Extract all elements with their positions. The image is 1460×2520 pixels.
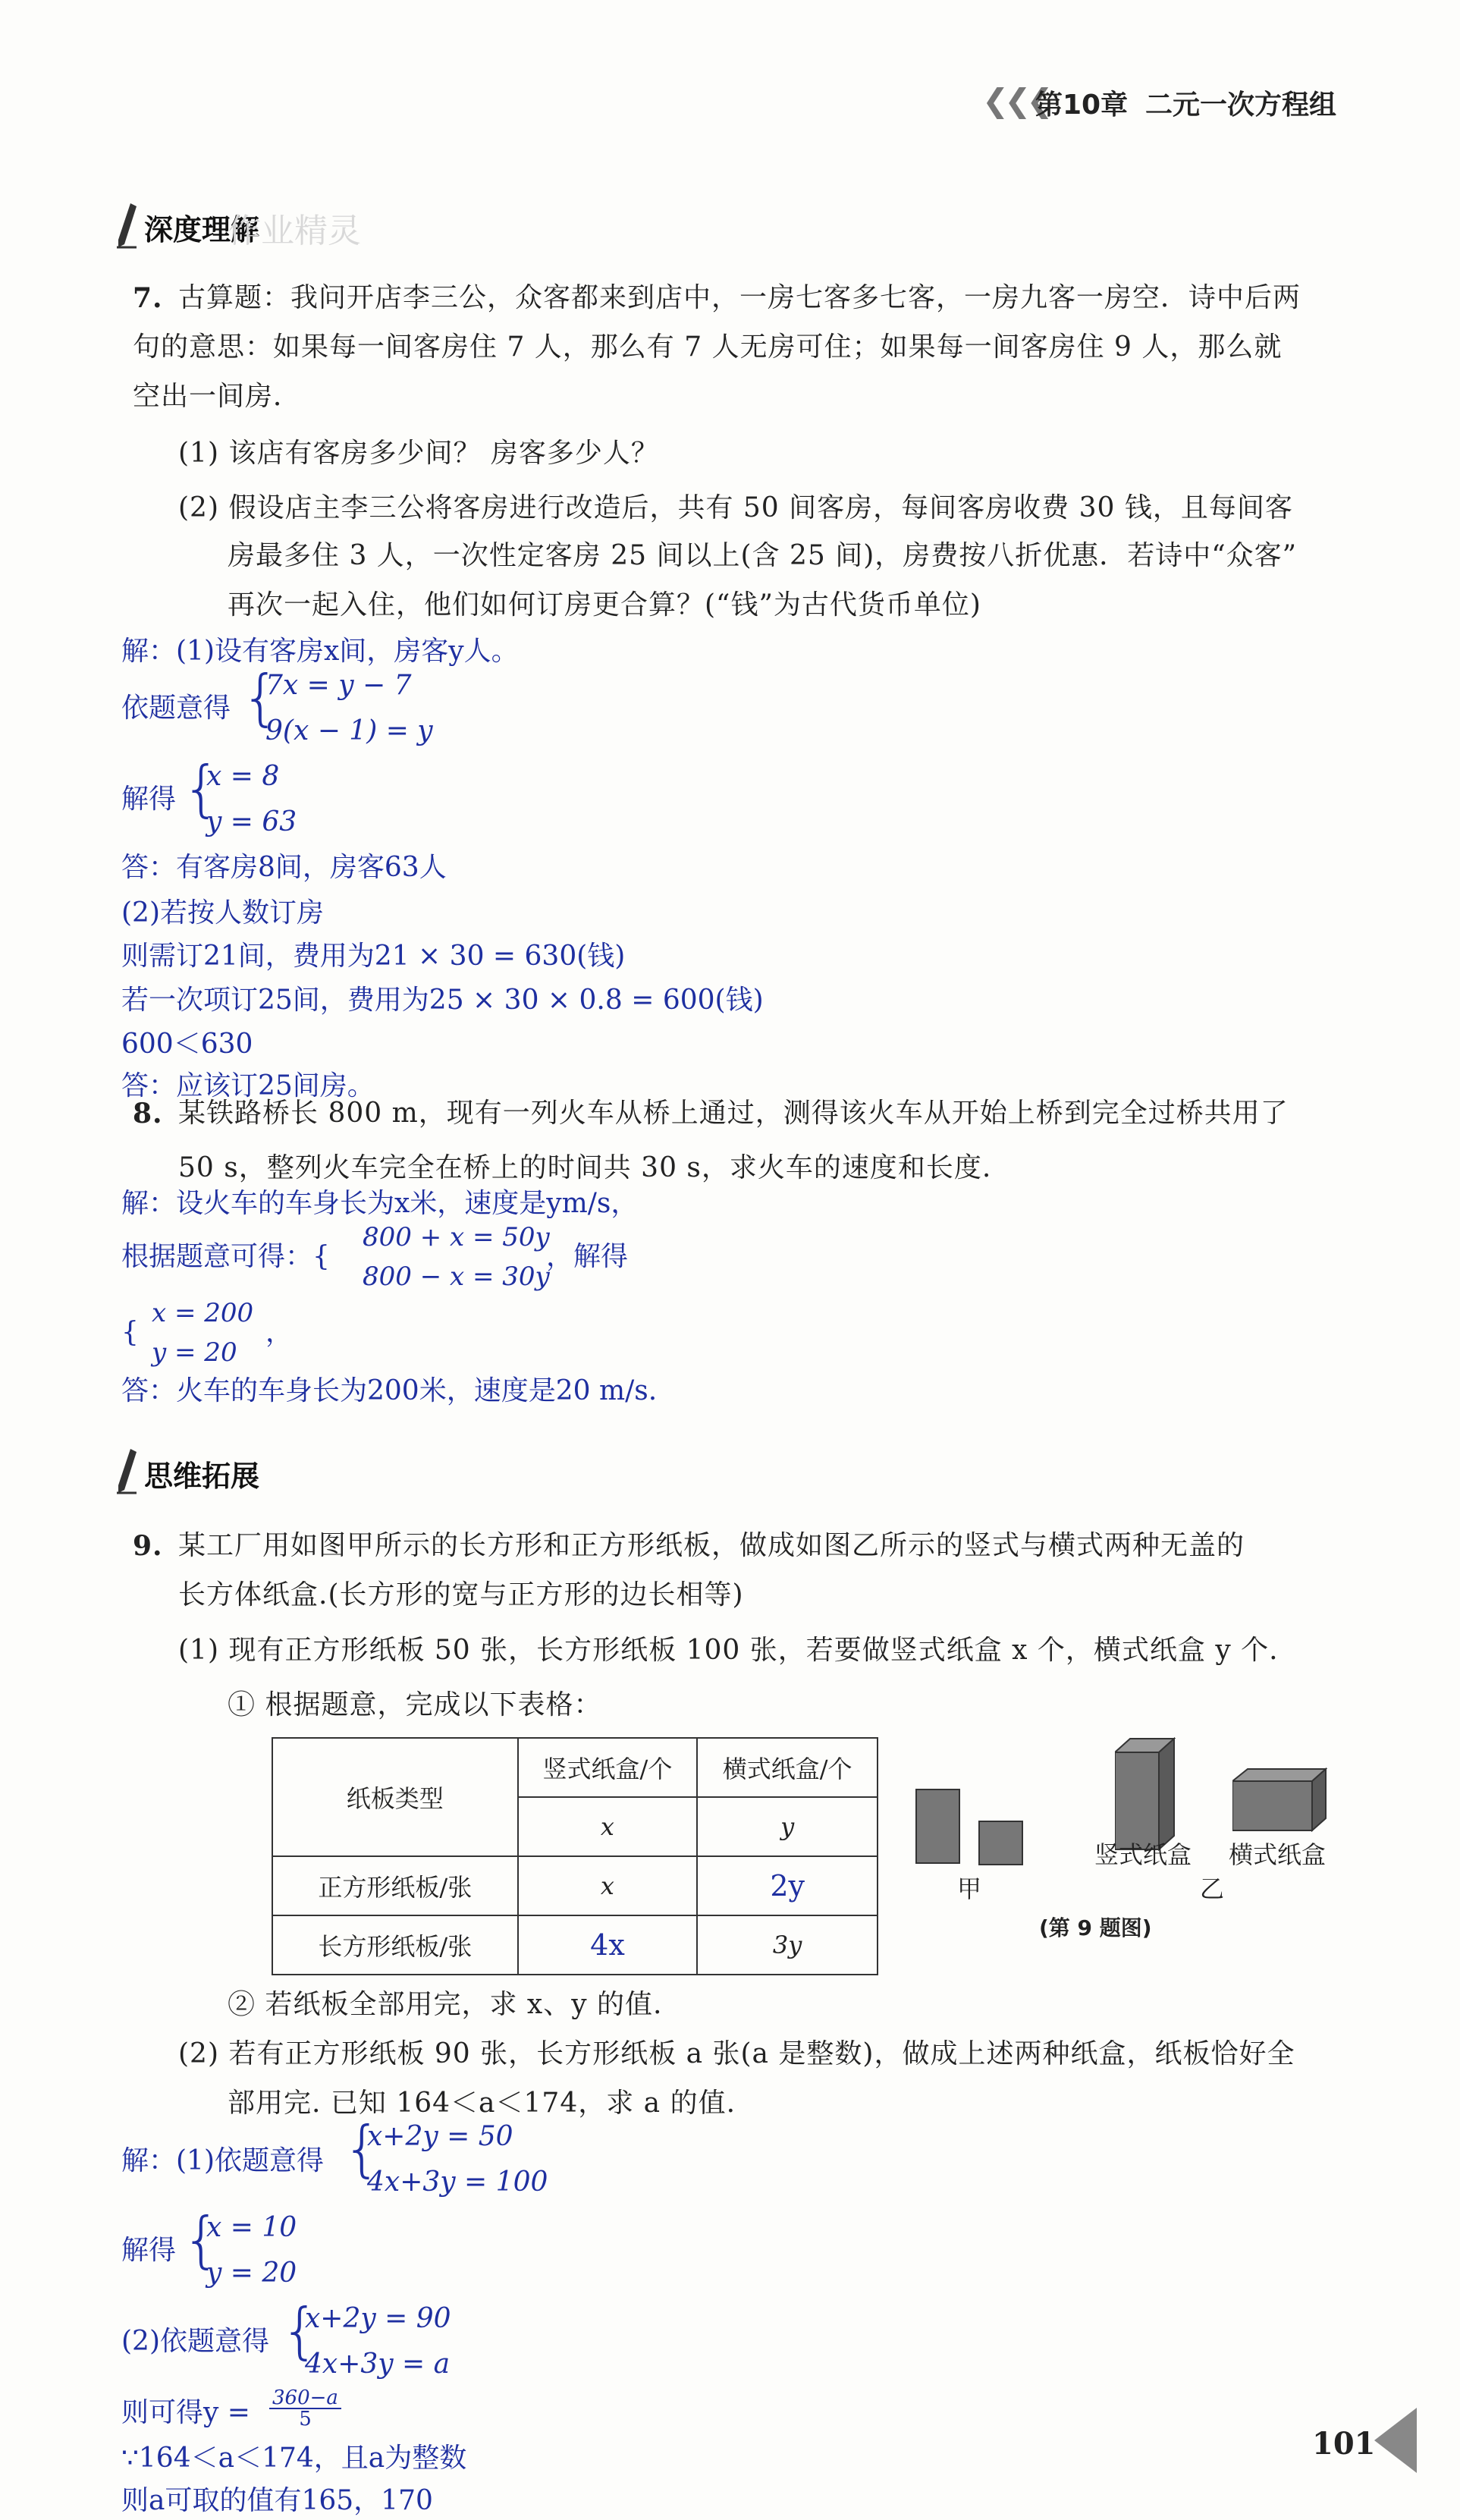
pencil-icon xyxy=(115,1447,138,1497)
sol9-eq3b: 4x+3y = a xyxy=(305,2349,451,2380)
table-row2-horizontal: 3y xyxy=(697,1915,878,1975)
brace-symbol: { xyxy=(241,662,280,733)
sol9-line2-prefix: 解得 xyxy=(121,2235,177,2266)
sol9-eq1b: 4x+3y = 100 xyxy=(367,2167,548,2198)
chevron-icon: ❮❮❮ xyxy=(982,82,1049,119)
q9-part1a: ① 根据题意，完成以下表格： xyxy=(228,1689,602,1720)
figure-label-horizontal: 横式纸盒 xyxy=(1229,1840,1327,1869)
fraction-denominator: 5 xyxy=(299,2408,312,2430)
sol8-eq1b: 800 − x = 30y xyxy=(363,1262,550,1292)
fraction xyxy=(269,2388,341,2429)
sol9-line3-prefix: (2)依题意得 xyxy=(121,2326,269,2357)
brace-symbol: { xyxy=(182,753,221,824)
table-row1-label: 正方形纸板/张 xyxy=(272,1856,518,1915)
sol9-eq2a: x = 10 xyxy=(206,2212,297,2243)
fraction-numerator: 360−a xyxy=(269,2388,341,2409)
brace-symbol: { xyxy=(182,2204,221,2275)
table-header-type: 纸板类型 xyxy=(272,1738,518,1856)
pencil-icon xyxy=(115,202,138,252)
q7-number: 7. xyxy=(133,282,163,314)
brace-symbol: { xyxy=(343,2113,381,2184)
q7-line1: 古算题：我问开店李三公，众客都来到店中，一房七客多七客，一房九客一房空．诗中后两 xyxy=(178,282,1301,313)
figure-square-board xyxy=(978,1821,1023,1865)
figure-caption: (第 9 题图) xyxy=(1039,1915,1152,1940)
q8-line2: 50 s，整列火车完全在桥上的时间共 30 s，求火车的速度和长度. xyxy=(178,1152,992,1183)
q9-part1: (1) 现有正方形纸板 50 张，长方形纸板 100 张，若要做竖式纸盒 x 个，横式纸盒 y 个. xyxy=(178,1635,1279,1666)
figure-horizontal-box xyxy=(1232,1767,1327,1835)
chapter-label: 第10章 xyxy=(1035,90,1129,121)
sol7-line6: 则需订21间，费用为21 × 30 = 630(钱) xyxy=(121,941,626,972)
data-table xyxy=(272,1737,878,1975)
q7-line2: 句的意思：如果每一间客房住 7 人，那么有 7 人无房可住；如果每一间客房住 9 人，那么就 xyxy=(133,331,1283,363)
figure-rectangle-board xyxy=(915,1789,960,1864)
sol7-line1: 解：(1)设有客房x间，房客y人。 xyxy=(121,636,519,667)
q7-part2-line2: 房最多住 3 人，一次性定客房 25 间以上(含 25 间)，房费按八折优惠．若诗中“众客” xyxy=(228,540,1298,571)
sol7-line7: 若一次项订25间，费用为25 × 30 × 0.8 = 600(钱) xyxy=(121,985,764,1016)
q9-part2-line2: 部用完. 已知 164＜a＜174，求 a 的值. xyxy=(228,2088,736,2119)
table-row1-vertical: x xyxy=(518,1856,698,1915)
sol7-eq2a: x = 8 xyxy=(206,761,280,792)
sol7-line8: 600＜630 xyxy=(121,1029,253,1060)
chapter-title: 二元一次方程组 xyxy=(1145,90,1337,121)
page-tab-icon xyxy=(1373,2406,1418,2478)
sol7-line9: 答：应该订25间房。 xyxy=(121,1070,375,1101)
sol7-eq1a: 7x = y − 7 xyxy=(265,670,412,701)
sol8-line4: 答：火车的车身长为200米，速度是20 m/s. xyxy=(121,1375,658,1406)
sol9-eq3a: x+2y = 90 xyxy=(305,2303,451,2334)
sol7-eq1b: 9(x − 1) = y xyxy=(265,715,433,746)
sol7-line5: (2)若按人数订房 xyxy=(121,897,324,929)
brace-symbol: { xyxy=(281,2295,319,2366)
q9-part1b: ② 若纸板全部用完，求 x、y 的值. xyxy=(228,1989,663,2020)
table-row2-vertical: 4x xyxy=(518,1915,698,1975)
sol7-eq2b: y = 63 xyxy=(206,806,297,837)
figure-label-yi: 乙 xyxy=(1200,1874,1225,1903)
sol9-line5: ∵164＜a＜174，且a为整数 xyxy=(121,2443,467,2474)
sol8-line3-prefix: { xyxy=(121,1317,139,1348)
sol8-line3-suffix: ， xyxy=(265,1317,294,1348)
figure-label-jia: 甲 xyxy=(957,1874,982,1903)
page-number: 101 xyxy=(1312,2426,1376,2462)
table-row2-label: 长方形纸板/张 xyxy=(272,1915,518,1975)
sol9-line6: 则a可取的值有165，170 xyxy=(121,2485,433,2516)
q9-line2: 长方体纸盒.(长方形的宽与正方形的边长相等) xyxy=(178,1579,744,1610)
q7-line3: 空出一间房． xyxy=(133,381,302,412)
q7-part1: (1) 该店有客房多少间？ 房客多少人？ xyxy=(178,438,659,469)
table-row1-horizontal: 2y xyxy=(697,1856,878,1915)
sol7-line2-prefix: 依题意得 xyxy=(121,693,231,724)
sol9-line1-prefix: 解：(1)依题意得 xyxy=(121,2145,324,2176)
sol9-line4-prefix: 则可得y = xyxy=(121,2397,250,2428)
figure-label-vertical: 竖式纸盒 xyxy=(1094,1840,1192,1869)
q9-line1: 某工厂用如图甲所示的长方形和正方形纸板，做成如图乙所示的竖式与横式两种无盖的 xyxy=(178,1530,1245,1561)
table-var-x: x xyxy=(518,1797,698,1856)
table-var-y: y xyxy=(697,1797,878,1856)
table-header-horizontal: 横式纸盒/个 xyxy=(697,1738,878,1797)
table-header-vertical: 竖式纸盒/个 xyxy=(518,1738,698,1797)
sol8-eq1a: 800 + x = 50y xyxy=(363,1222,550,1252)
q8-line1: 某铁路桥长 800 m，现有一列火车从桥上通过，测得该火车从开始上桥到完全过桥共用了 xyxy=(178,1098,1289,1129)
watermark: 作业精灵 xyxy=(228,212,361,250)
sol8-line2-prefix: 根据题意可得：{ xyxy=(121,1241,330,1272)
sol8-eq2b: y = 20 xyxy=(152,1337,237,1368)
sol7-line3-prefix: 解得 xyxy=(121,784,177,815)
sol9-eq2b: y = 20 xyxy=(206,2258,297,2289)
section-title-thinking: 思维拓展 xyxy=(144,1460,260,1493)
q9-number: 9. xyxy=(133,1530,163,1562)
q8-number: 8. xyxy=(133,1098,163,1130)
sol8-eq2a: x = 200 xyxy=(152,1298,254,1328)
q7-part2-line1: (2) 假设店主李三公将客房进行改造后，共有 50 间客房，每间客房收费 30 钱，且每间客 xyxy=(178,492,1293,523)
section-title-deep: 深度理解 xyxy=(144,213,260,247)
sol8-line2-suffix: ，解得 xyxy=(546,1241,629,1272)
q9-part2-line1: (2) 若有正方形纸板 90 张，长方形纸板 a 张(a 是整数)，做成上述两种纸盒，纸板恰好全 xyxy=(178,2038,1295,2069)
sol7-line4: 答：有客房8间，房客63人 xyxy=(121,852,447,883)
q7-part2-line3: 再次一起入住，他们如何订房更合算？(“钱”为古代货币单位) xyxy=(228,589,981,621)
sol9-eq1a: x+2y = 50 xyxy=(367,2121,513,2152)
sol8-line1: 解：设火车的车身长为x米，速度是ym/s， xyxy=(121,1188,639,1219)
